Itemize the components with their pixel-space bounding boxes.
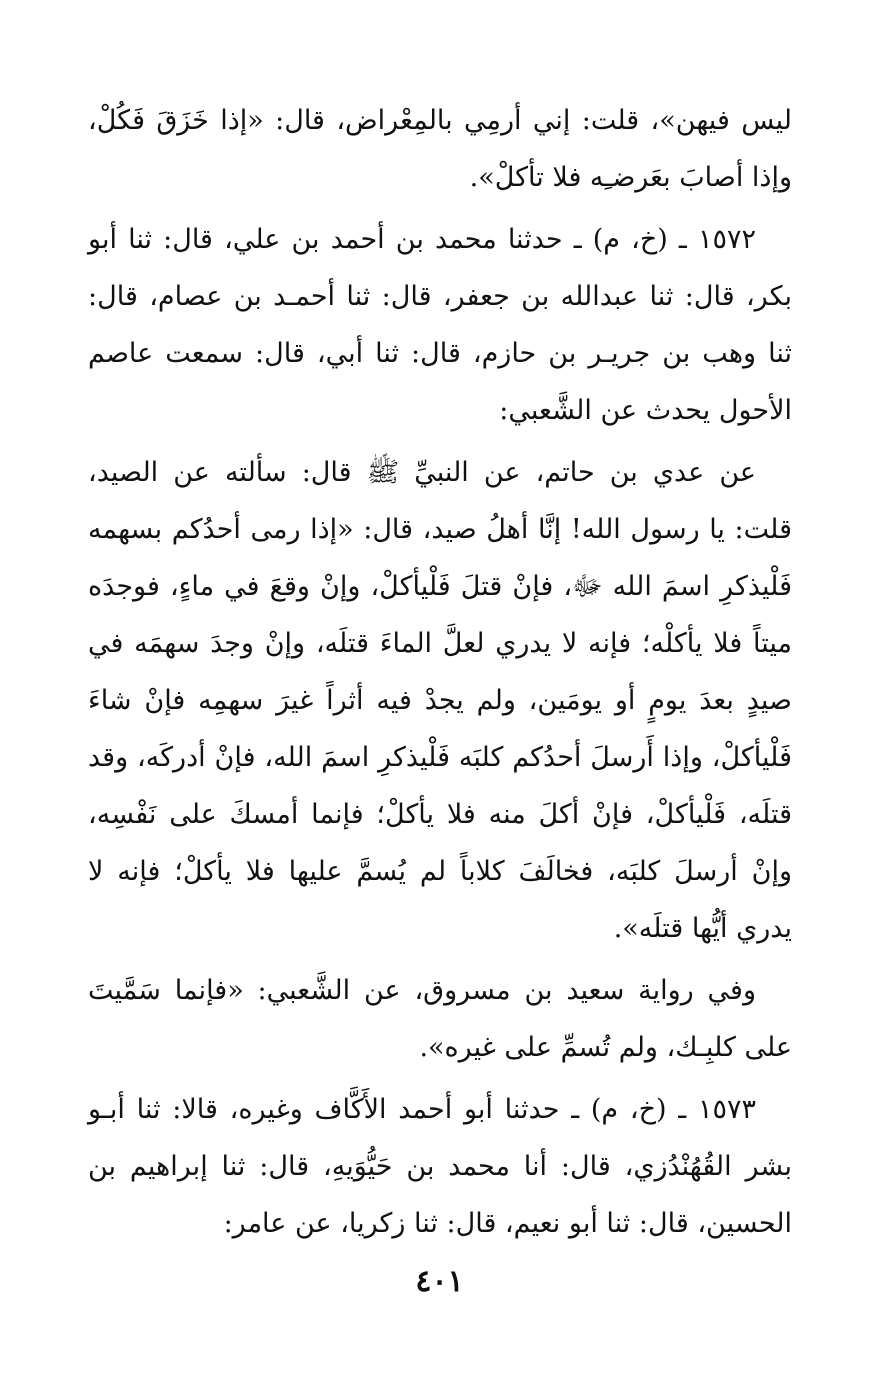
paragraph-hadith-continuation: ليس فيهن»، قلت: إني أرمِي بالمِعْراض، قال: «إذا خَزَقَ فَكُلْ، وإذا أصابَ بعَرضـِه فلا تأكلْ».	[88, 105, 792, 193]
paragraph-riwaya-note: وفي رواية سعيد بن مسروق، عن الشَّعبي: «فإنما سَمَّيتَ على كلبِـك، ولم تُسمِّ على غيره».	[88, 975, 792, 1063]
paragraph-hadith-1573-isnad: ١٥٧٣ ـ (خ، م) ـ حدثنا أبو أحمد الأَكَّاف وغيره، قالا: ثنا أبـو بشر القُهُنْدُزي، قال: أنا محمد بن حَيُّوَيهِ، قال: ثنا إبراهيم بن الحسين، قال: ثنا أبو نعيم، قال: ثنا زكريا، عن عامر:	[88, 1094, 792, 1239]
page-number: ٤٠١	[415, 1264, 464, 1299]
paragraph-hadith-1572-isnad: ١٥٧٢ ـ (خ، م) ـ حدثنا محمد بن أحمد بن علي، قال: ثنا أبو بكر، قال: ثنا عبدالله بن جعفر، قال: ثنا أحمـد بن عصام، قال: ثنا وهب بن جريـر بن حازم، قال: ثنا أبي، قال: سمعت عاصم الأحول يحدث عن الشَّعبي:	[88, 224, 792, 426]
page-text	[88, 92, 792, 1257]
paragraph-hadith-1572-matn: عن عدي بن حاتم، عن النبيِّ ﷺ قال: سألته عن الصيد، قلت: يا رسول الله! إنَّا أهلُ صيد، قال: «إذا رمى أحدُكم بسهمه فَلْيذكرِ اسمَ الله ﷻ، فإنْ قتلَ فَلْيأكلْ، وإنْ وقعَ في ماءٍ، فوجدَه ميتاً فلا يأكلْه؛ فإنه لا يدري لعلَّ الماءَ قتلَه، وإنْ وجدَ سهمَه في صيدٍ بعدَ يومٍ أو يومَين، ولم يجدْ فيه أثراً غيرَ سهمِه فإنْ شاءَ فَلْيأكلْ، وإذا أَرسلَ أحدُكم كلبَه فَلْيذكرِ اسمَ الله، فإنْ أدركَه، وقد قتلَه، فَلْيأكلْ، فإنْ أكلَ منه فلا يأكلْ؛ فإنما أمسكَ على نَفْسِه، وإنْ أرسلَ كلبَه، فخالَفَ كلاباً لم يُسمَّ عليها فلا يأكلْ؛ فإنه لا يدري أيُّها قتلَه».	[88, 457, 792, 944]
